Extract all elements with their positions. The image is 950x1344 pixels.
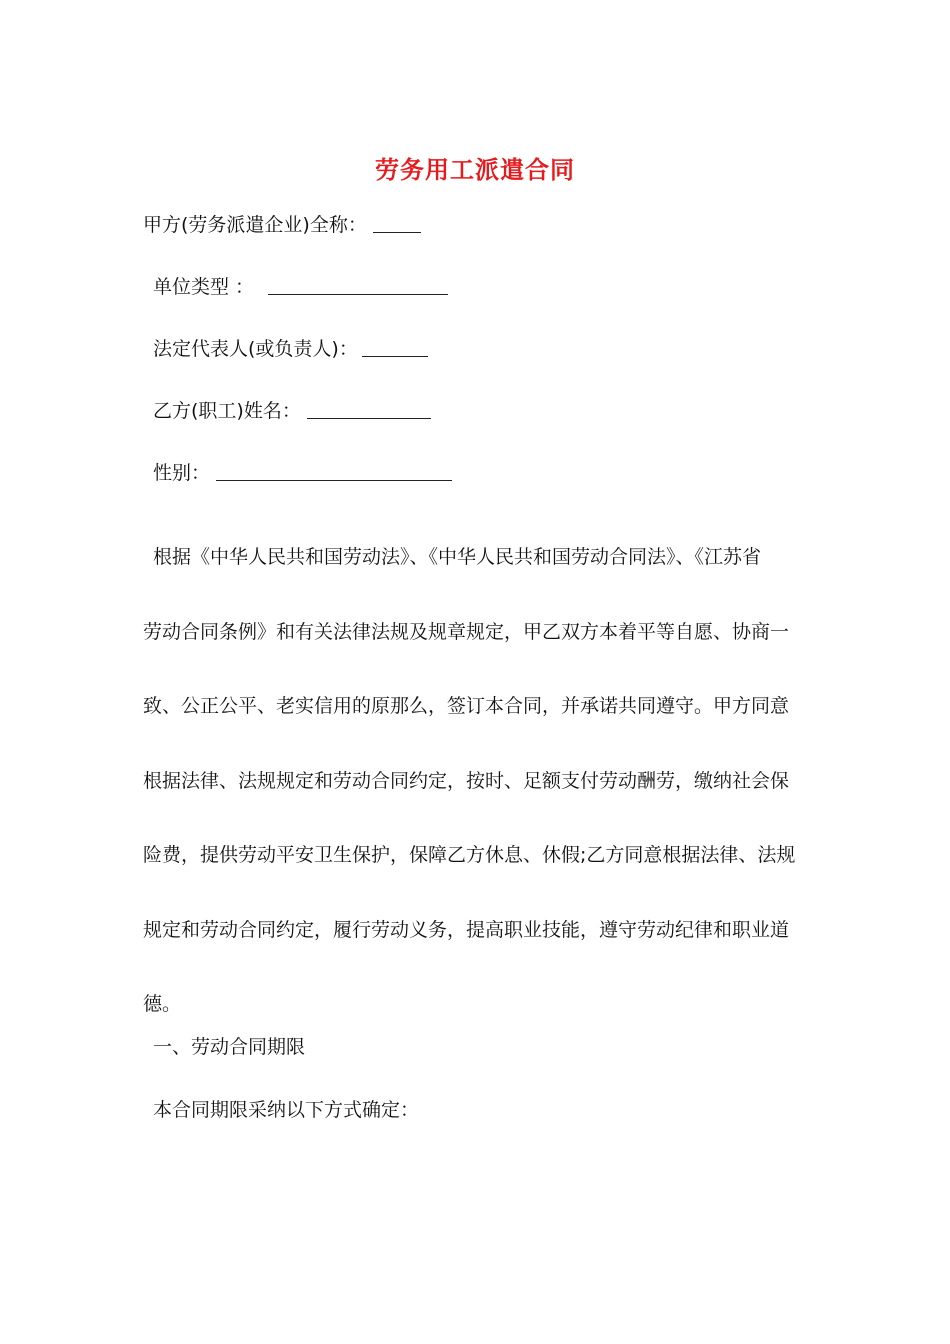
paragraph-line: 致、公正公平、老实信用的原那么，签订本合同，并承诺共同遵守。甲方同意 (143, 695, 790, 717)
field-unit-type (153, 274, 448, 300)
field-gender (153, 460, 452, 486)
intro-paragraph (143, 520, 813, 1042)
paragraph-line: 根据《中华人民共和国劳动法》、《中华人民共和国劳动合同法》、《江苏省 (153, 546, 762, 568)
fill-blank (373, 214, 421, 233)
field-party-a (143, 212, 421, 238)
paragraph-line: 规定和劳动合同约定，履行劳动义务，提高职业技能，遵守劳动纪律和职业道 (143, 918, 790, 941)
fill-blank (216, 462, 452, 481)
document-title: 劳务用工派遣合同 (375, 155, 575, 184)
field-label: 乙方(职工)姓名： (153, 400, 301, 422)
paragraph-line: 险费，提供劳动平安卫生保护，保障乙方休息、休假;乙方同意根据法律、法规 (143, 844, 796, 866)
fill-blank (268, 276, 448, 295)
section-heading: 一、劳动合同期限 (153, 1036, 306, 1058)
paragraph-line: 根据法律、法规规定和劳动合同约定，按时、足额支付劳动酬劳，缴纳社会保 (143, 769, 790, 792)
fill-blank (307, 400, 431, 419)
paragraph-line: 劳动合同条例》和有关法律法规及规章规定，甲乙双方本着平等自愿、协商一 (143, 620, 790, 643)
field-legal-rep (153, 336, 428, 362)
field-label: 单位类型 ： (153, 276, 255, 298)
field-label: 法定代表人(或负责人)： (153, 338, 358, 360)
fill-blank (362, 338, 428, 357)
paragraph-line: 德。 (143, 993, 182, 1015)
section-text: 本合同期限采纳以下方式确定： (153, 1099, 420, 1121)
field-party-b-name (153, 398, 431, 424)
field-label: 甲方(劳务派遣企业)全称： (143, 214, 367, 236)
field-label: 性别： (153, 462, 211, 484)
